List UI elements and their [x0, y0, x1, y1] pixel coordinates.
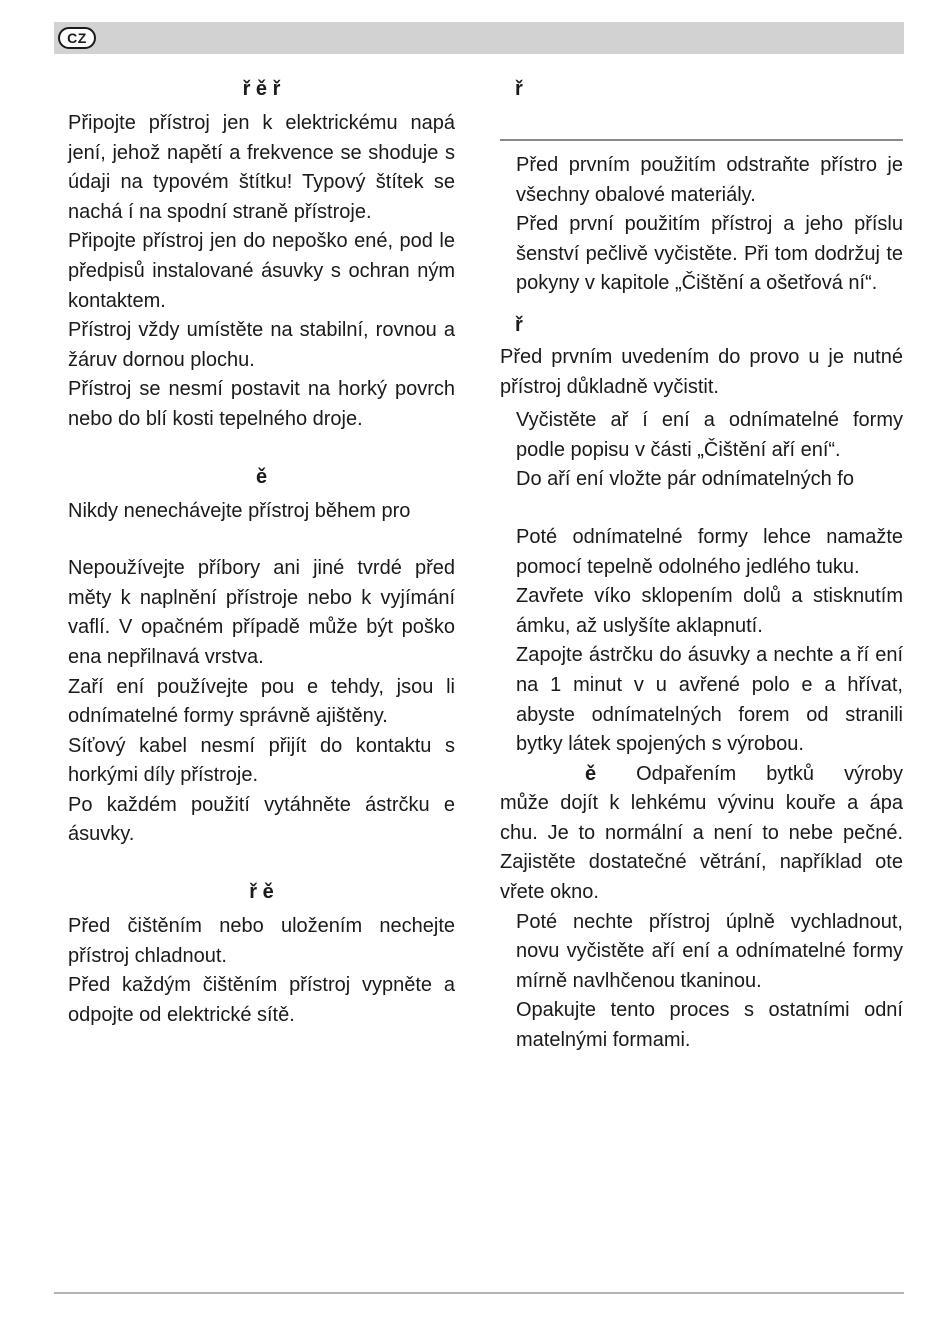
section-heading-unpacking: ř — [515, 78, 523, 100]
paragraph: Zaří ení používejte pou e tehdy, jsou li odnímatelné formy správně ajištěny. — [68, 675, 455, 728]
right-column — [500, 75, 903, 1056]
paragraph: Připojte přístroj jen do nepoško ené, pod le předpisů instalované ásuvky s ochran ným kontaktem. — [68, 230, 455, 312]
section-heading-safety: ě — [255, 465, 268, 488]
language-badge: CZ — [58, 27, 96, 49]
section-divider — [500, 139, 903, 141]
list-item: Vyčistěte ař í ení a odnímatelné formy podle popisu v části „Čištění aří ení“. — [516, 409, 903, 461]
list-item: Poté odnímatelné formy lehce namažte pomocí tepelně odolného jedlého tuku. — [516, 525, 903, 578]
paragraph: Přístroj vždy umístěte na stabilní, rovnou a žáruv dornou plochu. — [68, 319, 455, 371]
header-bar — [54, 22, 904, 54]
list-item: Před prvním použitím odstraňte přístro je všechny obalové materiály. — [516, 154, 903, 206]
list-item: Zavřete víko sklopením dolů a stisknutím ámku, až uslyšíte aklapnutí. — [516, 585, 903, 637]
note-label: ě — [585, 762, 597, 785]
list-item: Poté nechte přístroj úplně vychladnout, novu vyčistěte aří ení a odnímatelné formy mírně navlhčenou tkaninou. — [516, 910, 903, 992]
paragraph: Před každým čištěním přístroj vypněte a odpojte od elektrické sítě. — [68, 974, 455, 1026]
list-item: Opakujte tento proces s ostatními odní matelnými formami. — [516, 999, 903, 1052]
section-heading-cleaning: ř ě — [249, 881, 274, 904]
list-item: Před první použitím přístroj a jeho příslu šenství pečlivě vyčistěte. Při tom dodržuj te pokyny v kapitole „Čištění a ošetřová ní“. — [516, 213, 903, 295]
paragraph: Připojte přístroj jen k elektrickému napá jení, jehož napětí a frekvence se shoduje s údaji na typovém štítku! Typový štítek se nachá í na spodní straně přístroje. — [68, 112, 455, 223]
note-text: Odpařením bytků výroby může dojít k lehkému vývinu kouře a ápa chu. Je to normální a není to nebe pečné. Zajistěte dostatečné větrání, například ote vřete okno. — [500, 762, 903, 904]
paragraph: Síťový kabel nesmí přijít do kontaktu s horkými díly přístroje. — [68, 734, 455, 787]
paragraph: Nikdy nenechávejte přístroj během pro — [68, 499, 411, 522]
footer-rule — [54, 1292, 904, 1294]
note-paragraph — [500, 760, 903, 908]
left-column — [68, 75, 455, 1030]
paragraph: Po každém použití vytáhněte ástrčku e ásuvky. — [68, 793, 455, 846]
paragraph: Před čištěním nebo uložením nechejte přístroj chladnout. — [68, 915, 455, 967]
paragraph: Přístroj se nesmí postavit na horký povrch nebo do blí kosti tepelného droje. — [68, 378, 455, 430]
paragraph: Nepoužívejte příbory ani jiné tvrdé před měty k naplnění přístroje nebo k vyjímání vaflí. V opačném případě může být poško ena nepřilnavá vrstva. — [68, 557, 455, 668]
paragraph: Před prvním uvedením do provo u je nutné přístroj důkladně vyčistit. — [500, 345, 903, 398]
section-heading-connection: ř ě ř — [242, 78, 281, 100]
section-heading-first-use: ř — [515, 313, 523, 336]
list-item: Do aří ení vložte pár odnímatelných fo — [516, 468, 854, 491]
list-item: Zapojte ástrčku do ásuvky a nechte a ří ení na 1 minut v u avřené polo e a hřívat, abyste odnímatelných forem od stranili bytky látek spojených s výrobou. — [516, 644, 903, 756]
